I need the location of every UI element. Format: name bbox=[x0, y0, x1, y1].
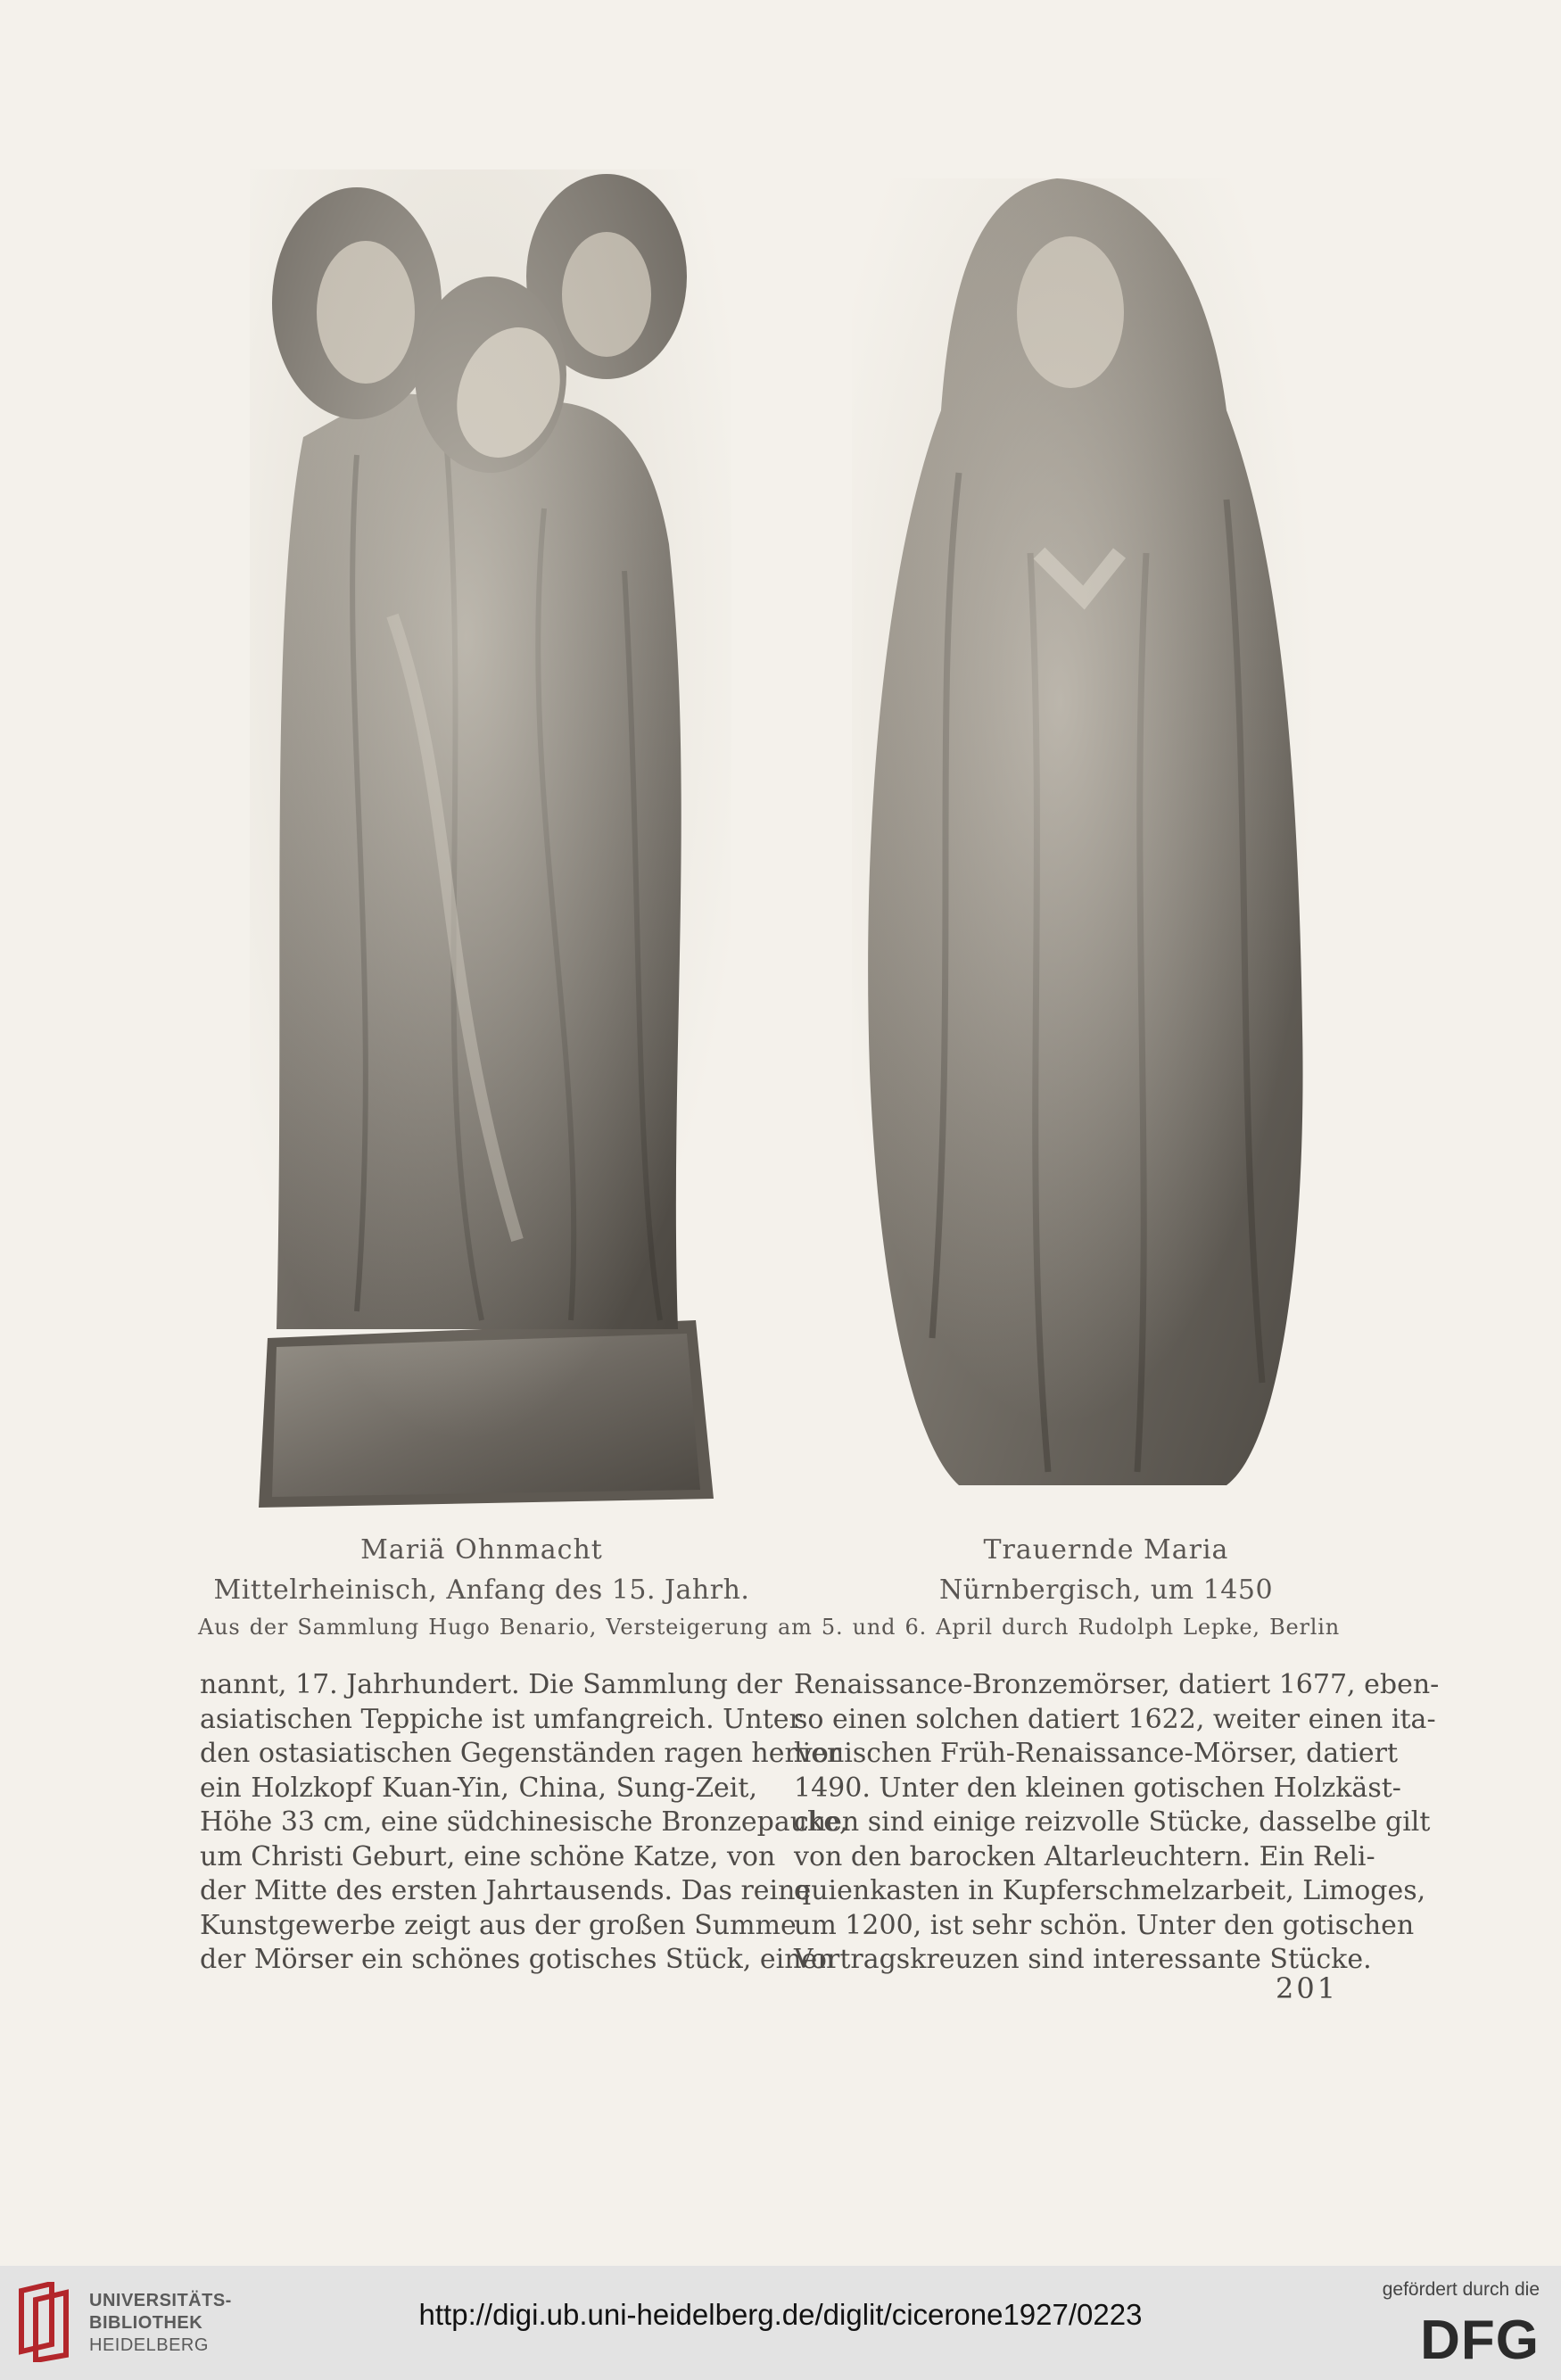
library-name-line3: HEIDELBERG bbox=[89, 2335, 209, 2355]
text-line: um Christi Geburt, eine schöne Katze, von bbox=[200, 1840, 776, 1872]
text-line: so einen solchen datiert 1622, weiter einen ita- bbox=[794, 1703, 1436, 1735]
text-line: asiatischen Teppiche ist umfangreich. Unter bbox=[200, 1703, 802, 1735]
caption-title-left: Mariä Ohnmacht bbox=[360, 1534, 603, 1566]
body-column-left bbox=[200, 1668, 848, 1978]
text-line: Renaissance-Bronzemörser, datiert 1677, eben- bbox=[794, 1669, 1440, 1700]
page-number: 201 bbox=[1276, 1971, 1339, 2005]
text-line: um 1200, ist sehr schön. Unter den gotischen bbox=[794, 1909, 1415, 1941]
library-name-line1: UNIVERSITÄTS- bbox=[89, 2291, 232, 2310]
text-line: von den barocken Altarleuchtern. Ein Reli- bbox=[794, 1840, 1375, 1872]
text-line: der Mitte des ersten Jahrtausends. Das reine bbox=[200, 1875, 812, 1906]
text-line: 1490. Unter den kleinen gotischen Holzkäst- bbox=[794, 1772, 1401, 1804]
source-url-link[interactable]: http://digi.ub.uni-heidelberg.de/diglit/cicerone1927/0223 bbox=[418, 2298, 1143, 2331]
library-name-line2: BIBLIOTHEK bbox=[89, 2313, 203, 2333]
text-line: den ostasiatischen Gegenständen ragen hervor bbox=[200, 1738, 842, 1769]
text-line: chen sind einige reizvolle Stücke, dasselbe gilt bbox=[794, 1806, 1431, 1838]
figure-image-right bbox=[852, 178, 1316, 1490]
caption-credit: Aus der Sammlung Hugo Benario, Versteigerung am 5. und 6. April durch Rudolph Lepke, Berlin bbox=[198, 1615, 1340, 1640]
caption-subtitle-left: Mittelrheinisch, Anfang des 15. Jahrh. bbox=[213, 1574, 750, 1606]
caption-subtitle-right: Nürnbergisch, um 1450 bbox=[938, 1574, 1274, 1606]
text-line: ein Holzkopf Kuan-Yin, China, Sung-Zeit, bbox=[200, 1772, 757, 1804]
text-line: lienischen Früh-Renaissance-Mörser, datiert bbox=[794, 1738, 1399, 1769]
text-line: nannt, 17. Jahrhundert. Die Sammlung der bbox=[200, 1669, 782, 1700]
text-line: quienkasten in Kupferschmelzarbeit, Limoges, bbox=[794, 1875, 1426, 1906]
dfg-logo: DFG bbox=[1420, 2310, 1540, 2371]
body-column-right bbox=[794, 1668, 1440, 1978]
text-line: Höhe 33 cm, eine südchinesische Bronzepauke, bbox=[200, 1806, 848, 1838]
text-line: Vortragskreuzen sind interessante Stücke. bbox=[794, 1944, 1372, 1975]
text-line: Kunstgewerbe zeigt aus der großen Summe bbox=[200, 1909, 797, 1941]
figure-image-left bbox=[250, 169, 731, 1508]
caption-title-right: Trauernde Maria bbox=[983, 1534, 1229, 1566]
funding-note: gefördert durch die bbox=[1382, 2279, 1540, 2300]
text-line: der Mörser ein schönes gotisches Stück, einen bbox=[200, 1944, 835, 1975]
